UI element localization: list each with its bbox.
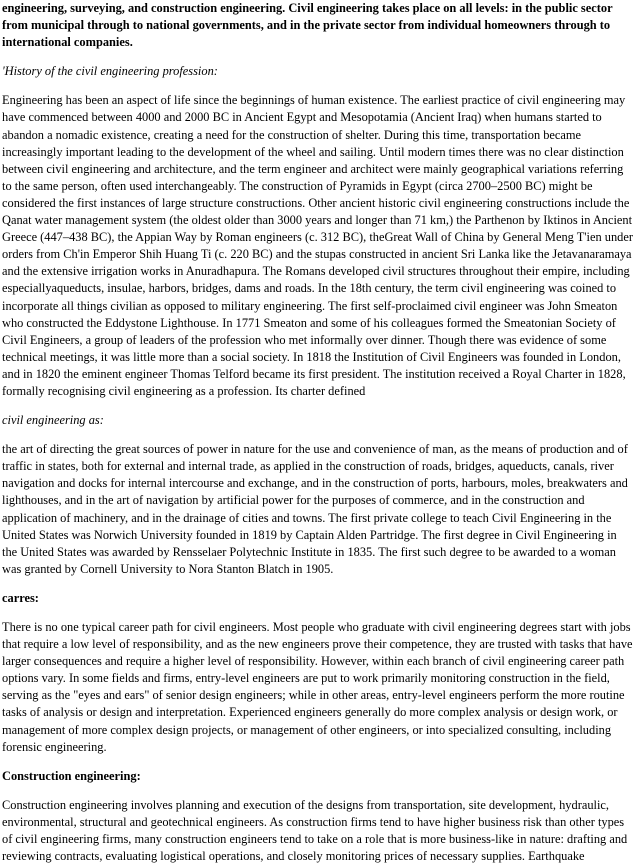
construction-heading: Construction engineering: [2,768,141,783]
history-heading: 'History of the civil engineering profession: [2,64,218,79]
careers-paragraph: There is no one typical career path for civil engineers. Most people who graduate with civil engineering degrees start with jobs that require a low level of responsibility, and as the new engineers prove their competence, they are trusted with tasks that have larger consequences and require a higher level of responsibility. However, within each branch of civil engineering career path options vary. In some fields and firms, entry-level engineers are put to work primarily monitoring construction in the field, serving as the "eyes and ears" of senior design engineers; while in other areas, entry-level engineers perform the more routine tasks of analysis or design and interpretation. Experienced engineers generally do more complex analysis or design work, or management of more complex design projects, or management of other engineers, or into specialized consulting, including forensic engineering. [2,620,633,754]
definition-heading: civil engineering as: [2,413,104,428]
history-paragraph: Engineering has been an aspect of life since the beginnings of human existence. The earliest practice of civil engineering may have commenced between 4000 and 2000 BC in Ancient Egypt and Mesopotamia (Ancient Iraq) when humans started to abandon a nomadic existence, creating a need for the construction of shelter. During this time, transportation became increasingly important leading to the development of the wheel and sailing. Until modern times there was no clear distinction between civil engineering and architecture, and the term engineer and architect were mainly geographical variations referring to the same person, often used interchangeably. The construction of Pyramids in Egypt (circa 2700–2500 BC) might be considered the first instances of large structure constructions. Other ancient historic civil engineering constructions include the Qanat water management system (the oldest older than 3000 years and longer than 71 km,) the Parthenon by Iktinos in Ancient Greece (447–438 BC), the Appian Way by Roman engineers (c. 312 BC), theGreat Wall of China by General Meng T'ien under orders from Ch'in Emperor Shih Huang Ti (c. 220 BC) and the stupas constructed in ancient Sri Lanka like the Jetavanaramaya and the extensive irrigation works in Anuradhapura. The Romans developed civil structures throughout their empire, including especiallyaqueducts, insulae, harbors, bridges, dams and roads. In the 18th century, the term civil engineering was coined to incorporate all things civilian as opposed to military engineering. The first self-proclaimed civil engineer was John Smeaton who constructed the Eddystone Lighthouse. In 1771 Smeaton and some of his colleagues formed the Smeatonian Society of Civil Engineers, a group of leaders of the profession who met informally over dinner. Though there was evidence of some technical meetings, it was little more than a social society. In 1818 the Institution of Civil Engineers was founded in London, and in 1820 the eminent engineer Thomas Telford became its first president. The institution received a Royal Charter in 1828, formally recognising civil engineering as a profession. Its charter defined [2,93,633,398]
definition-paragraph: the art of directing the great sources of power in nature for the use and convenience of man, as the means of production and of traffic in states, both for external and internal trade, as applied in the construction of roads, bridges, aqueducts, canals, river navigation and docks for internal intercourse and exchange, and in the construction of ports, harbours, moles, breakwaters and lighthouses, and in the art of navigation by artificial power for the purposes of commerce, and in the construction and application of machinery, and in the drainage of cities and towns. The first private college to teach Civil Engineering in the United States was Norwich University founded in 1819 by Captain Alden Partridge. The first degree in Civil Engineering in the United States was awarded by Rensselaer Polytechnic Institute in 1835. The first such degree to be awarded to a woman was granted by Cornell University to Nora Stanton Blatch in 1905. [2,442,628,576]
careers-heading: carres: [2,590,39,605]
construction-paragraph: Construction engineering involves planning and execution of the designs from transportation, site development, hydraulic, environmental, structural and geotechnical engineers. As construction firms tend to have higher business risk than other types of civil engineering firms, many construction engineers tend to take on a role that is more business-like in nature: drafting and reviewing contracts, evaluating logistical operations, and closely monitoring prices of necessary supplies. Earthquake [2,797,628,864]
intro-paragraph: engineering, surveying, and construction engineering. Civil engineering takes place on all levels: in the public sector from municipal through to national governments, and in the private sector from individual homeowners through to international companies. [2,1,613,50]
